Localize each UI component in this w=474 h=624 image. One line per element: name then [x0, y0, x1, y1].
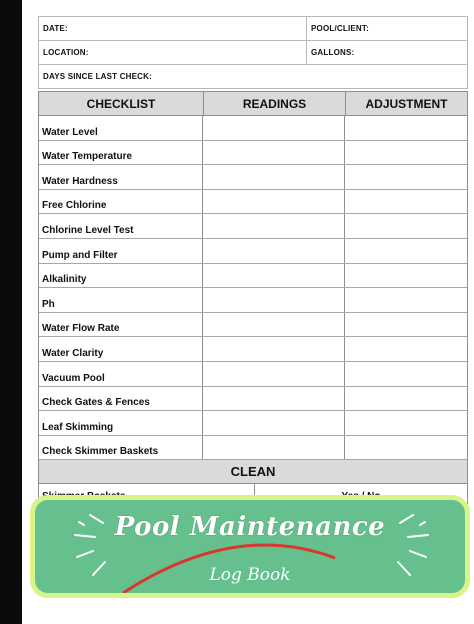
clean-section-title: CLEAN: [39, 460, 467, 484]
readings-cell[interactable]: [203, 387, 345, 411]
table-row: [39, 264, 467, 289]
adjustment-cell[interactable]: [345, 190, 467, 214]
checklist-table: [38, 91, 468, 509]
header-checklist: CHECKLIST: [39, 92, 204, 115]
adjustment-cell[interactable]: [345, 141, 467, 165]
adjustment-cell[interactable]: [345, 387, 467, 411]
checklist-item-label: Water Clarity: [39, 337, 203, 361]
checklist-item-label: Free Chlorine: [39, 190, 203, 214]
pool-client-field-label[interactable]: POOL/CLIENT:: [311, 24, 369, 33]
header-readings: READINGS: [204, 92, 346, 115]
readings-cell[interactable]: [203, 411, 345, 435]
adjustment-cell[interactable]: [345, 116, 467, 140]
readings-cell[interactable]: [203, 239, 345, 263]
banner-subtitle: Log Book: [209, 565, 291, 585]
adjustment-cell[interactable]: [345, 362, 467, 386]
checklist-item-label: Pump and Filter: [39, 239, 203, 263]
adjustment-cell[interactable]: [345, 288, 467, 312]
readings-cell[interactable]: [203, 436, 345, 460]
checklist-item-label: Check Gates & Fences: [39, 387, 203, 411]
readings-cell[interactable]: [203, 165, 345, 189]
adjustment-cell[interactable]: [345, 337, 467, 361]
adjustment-cell[interactable]: [345, 264, 467, 288]
readings-cell[interactable]: [203, 141, 345, 165]
table-row: [39, 239, 467, 264]
table-row: [39, 141, 467, 166]
checklist-item-label: Check Skimmer Baskets: [39, 436, 203, 460]
checklist-header-row: [39, 92, 467, 116]
readings-cell[interactable]: [203, 288, 345, 312]
days-since-field-label[interactable]: DAYS SINCE LAST CHECK:: [43, 72, 153, 81]
table-row: [39, 387, 467, 412]
table-row: [39, 411, 467, 436]
table-row: [39, 288, 467, 313]
header-info-box: [38, 16, 468, 89]
title-banner: [30, 495, 470, 598]
readings-cell[interactable]: [203, 190, 345, 214]
adjustment-cell[interactable]: [345, 313, 467, 337]
info-row-date: [39, 17, 467, 41]
table-row: [39, 190, 467, 215]
table-row: [39, 165, 467, 190]
adjustment-cell[interactable]: [345, 165, 467, 189]
table-row: [39, 337, 467, 362]
checklist-item-label: Chlorine Level Test: [39, 214, 203, 238]
location-field-label[interactable]: LOCATION:: [39, 41, 307, 64]
checklist-item-label: Leaf Skimming: [39, 411, 203, 435]
checklist-item-label: Water Level: [39, 116, 203, 140]
checklist-item-label: Water Flow Rate: [39, 313, 203, 337]
adjustment-cell[interactable]: [345, 436, 467, 460]
readings-cell[interactable]: [203, 116, 345, 140]
checklist-item-label: Water Hardness: [39, 165, 203, 189]
table-row: [39, 436, 467, 461]
info-row-location: [39, 41, 467, 65]
table-row: [39, 214, 467, 239]
banner-title: Pool Maintenance: [114, 512, 386, 542]
checklist-item-label: Vacuum Pool: [39, 362, 203, 386]
table-row: [39, 362, 467, 387]
left-dark-edge: [0, 0, 22, 624]
adjustment-cell[interactable]: [345, 411, 467, 435]
readings-cell[interactable]: [203, 214, 345, 238]
table-row: [39, 116, 467, 141]
date-field-label[interactable]: DATE:: [39, 17, 307, 40]
checklist-item-label: Alkalinity: [39, 264, 203, 288]
readings-cell[interactable]: [203, 362, 345, 386]
header-adjustment: ADJUSTMENT: [365, 96, 448, 111]
adjustment-cell[interactable]: [345, 214, 467, 238]
gallons-field-label[interactable]: GALLONS:: [311, 48, 355, 57]
table-row: [39, 313, 467, 338]
info-row-days: [39, 65, 467, 88]
checklist-item-label: Ph: [39, 288, 203, 312]
checklist-item-label: Water Temperature: [39, 141, 203, 165]
readings-cell[interactable]: [203, 313, 345, 337]
adjustment-cell[interactable]: [345, 239, 467, 263]
readings-cell[interactable]: [203, 264, 345, 288]
readings-cell[interactable]: [203, 337, 345, 361]
